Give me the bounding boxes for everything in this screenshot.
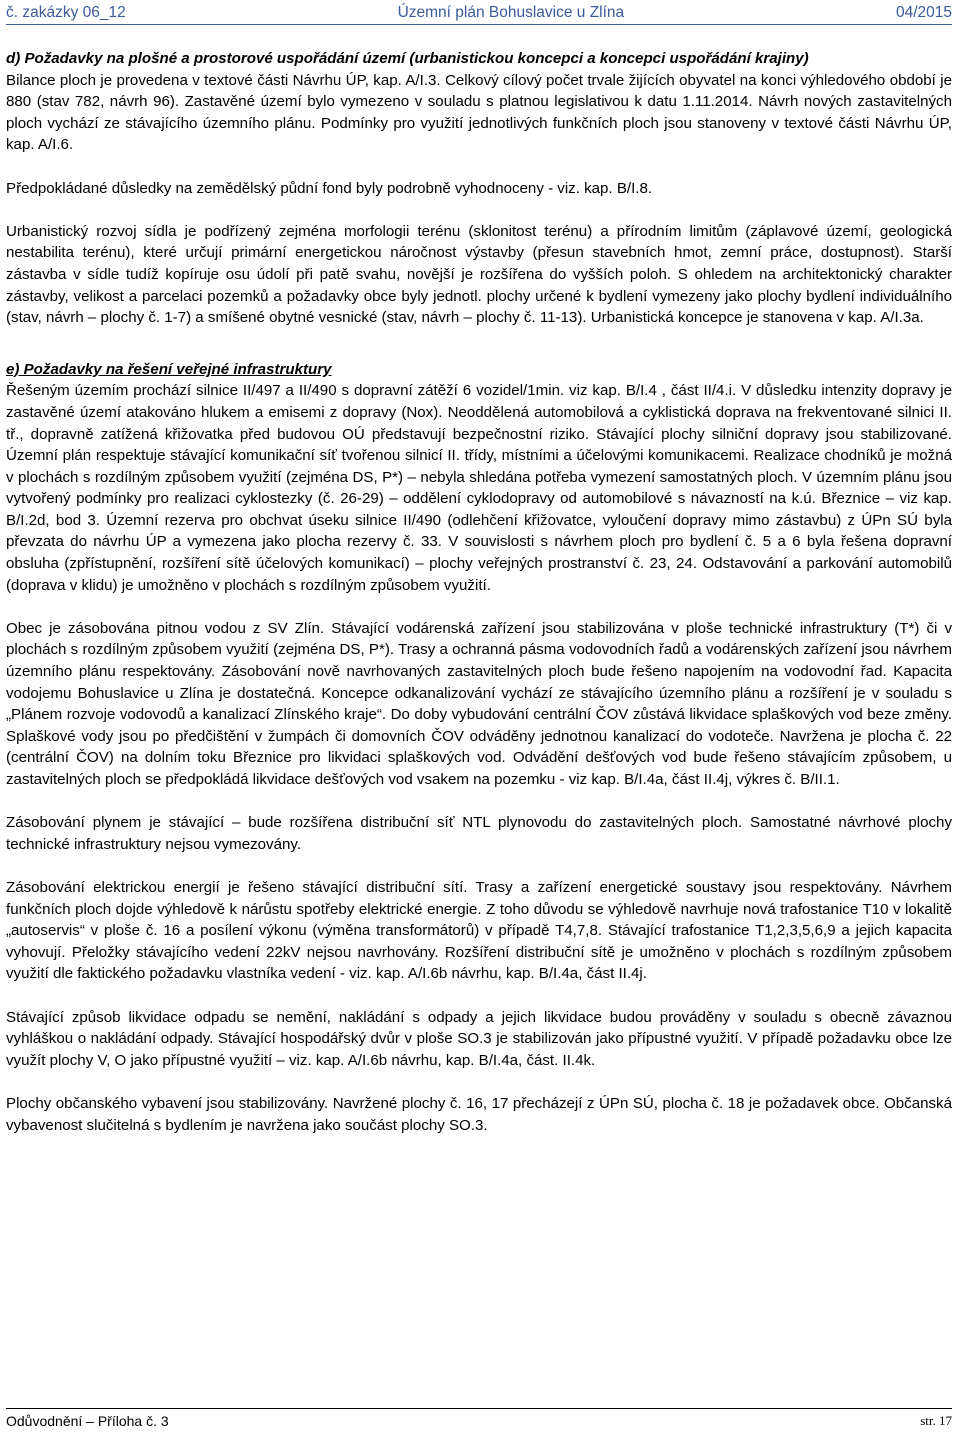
footer-section-label: Odůvodnění – Příloha č. 3 bbox=[6, 1413, 169, 1429]
footer-divider bbox=[6, 1408, 952, 1409]
section-e-heading: e) Požadavky na řešení veřejné infrastruktury bbox=[6, 360, 332, 378]
section-e-paragraph-1: Řešeným územím prochází silnice II/497 a II/490 s dopravní zátěží 6 vozidel/1min. viz kap. B/I.4 , část II/4.i. V důsledku intenzity dopravy je zastavěné území atakováno hlukem a emisemi z dopravy (Nox). Neoddělená automobilová a cyklistická doprava na frekventované silnici II. tř., dopravně zatížená křižovatka před budovou OÚ představují bezpečnostní riziko. Stávající plochy silniční dopravy jsou stabilizované. Územní plán respektuje stávající komunikační síť tvořenou silnicí II. třídy, místními a účelovými komunikacemi. Realizace chodníků je možná v plochách s rozdílným způsobem využití (zejména DS, P*) – nebyla shledána potřeba vymezení samostatných ploch. V územním plánu jsou vytvořený podmínky pro realizaci cyklostezky (č. 26-29) – oddělení cyklodopravy od automobilové s návazností na k.ú. Březnice – viz kap. B/I.2d, bod 3. Územní rezerva pro obchvat úseku silnice II/490 (odlehčení křižovatce, vyloučení dopravy mimo zástavbu) z ÚPn SÚ byla převzata do návrhu ÚP a vymezena jako plocha rezervy č. 33. V souvislosti s návrhem ploch pro bydlení č. 5 a 6 byla řešena dopravní obsluha (zpřístupnění, rozšíření sítě účelových komunikací) – plochy veřejných prostranství č. 23, 24. Odstavování a parkování automobilů (doprava v klidu) je umožněno v plochách s rozdílným způsobem využití. bbox=[6, 382, 952, 594]
header-document-title: Územní plán Bohuslavice u Zlína bbox=[397, 4, 625, 21]
footer-page-number: str. 17 bbox=[920, 1413, 952, 1428]
page-footer bbox=[6, 1410, 952, 1432]
section-d-heading: d) Požadavky na plošné a prostorové uspořádání území (urbanistickou koncepci a koncepci uspořádání krajiny) bbox=[6, 50, 809, 67]
header-contract-number: č. zakázky 06_12 bbox=[6, 4, 126, 21]
section-e-paragraph-5: Stávající způsob likvidace odpadu se nemění, nakládání s odpady a jejich likvidace budou prováděny v souladu s obecně závaznou vyhláškou o nakládání odpady. Stávající hospodářský dvůr v ploše SO.3 je stabilizován jako přípustné využití. V případě požadavku obce lze využít plochy V, O jako přípustné využití – viz. kap. A/I.6b návrhu, kap. B/I.4a, část. II.4k. bbox=[6, 1008, 952, 1069]
header-date: 04/2015 bbox=[895, 4, 952, 21]
section-e-paragraph-2: Obec je zásobována pitnou vodou z SV Zlín. Stávající vodárenská zařízení jsou stabilizována v ploše technické infrastruktury (T*) či v plochách s rozdílným způsobem využití (zejména DS, P*). Trasy a ochranná pásma vodovodních řadů a vodárenských zařízení jsou návrhem územního plánu respektovány. Zásobování nově navrhovaných zastavitelných ploch bude řešeno napojením na vodovodní řad. Kapacita vodojemu Bohuslavice u Zlína je dostatečná. Koncepce odkanalizování vychází ze stávajícího územního plánu a rozšíření je v souladu s „Plánem rozvoje vodovodů a kanalizací Zlínského kraje“. Do doby vybudování centrální ČOV zůstává likvidace splaškových vod beze změny. Splaškové vody jsou po předčištění v žumpách či domovních ČOV odváděny jednotnou kanalizací do vodoteče. Navržena je plocha č. 22 (centrální ČOV) na dolním toku Březnice pro likvidaci splaškových vod. Odvádění dešťových vod bude řešeno stávajícím způsobem, u zastavitelných ploch se předpokládá likvidace dešťových vod vsakem na pozemku - viz kap. B/I.4a, část II.4j, výkres č. B/II.1. bbox=[6, 619, 952, 788]
section-d-paragraph-3: Urbanistický rozvoj sídla je podřízený zejména morfologii terénu (sklonitost terénu) a přírodním limitům (záplavové území, geologická nestabilita terénu), které určují primární energetickou náročnost výstavby (přesun stavebních hmot, zemní práce, dostupnost). Starší zástavba v sídle tudíž kopíruje osu údolí při patě svahu, novější je rozšířena do vyšších poloh. S ohledem na architektonický charakter zástavby, velikost a parcelaci pozemků a požadavky obce byly jednotl. plochy určené k bydlení vymezeny jako plochy bydlení individuálního (stav, návrh – plochy č. 1-7) a smíšené obytné vesnické (stav, návrh – plochy č. 11-13). Urbanistická koncepce je stanovena v kap. A/I.3a. bbox=[6, 222, 952, 327]
section-d-paragraph-2: Předpokládané důsledky na zemědělský půdní fond byly podrobně vyhodnoceny - viz. kap. B/I.8. bbox=[6, 179, 653, 197]
header-divider bbox=[6, 24, 952, 25]
section-e-paragraph-3: Zásobování plynem je stávající – bude rozšířena distribuční síť NTL plynovodu do zastavitelných ploch. Samostatné návrhové plochy technické infrastruktury nejsou vymezovány. bbox=[6, 814, 952, 853]
section-d-paragraph-1: Bilance ploch je provedena v textové části Návrhu ÚP, kap. A/I.3. Celkový cílový počet trvale žijících obyvatel na konci výhledového období je 880 (stav 782, návrh 96). Zastavěné území bylo vymezeno v souladu s platnou legislativou k datu 1.11.2014. Návrh nových zastavitelných ploch vychází ze stávajícího územního plánu. Podmínky pro využití jednotlivých funkčních ploch jsou stanoveny v textové části Návrhu ÚP, kap. A/I.6. bbox=[6, 71, 952, 154]
page-header bbox=[6, 2, 952, 24]
page-content bbox=[6, 48, 952, 1136]
section-e-paragraph-6: Plochy občanského vybavení jsou stabilizovány. Navržené plochy č. 16, 17 přecházejí z ÚPn SÚ, plocha č. 18 je požadavek obce. Občanská vybavenost slučitelná s bydlením je navržena jako součást plochy SO.3. bbox=[6, 1094, 952, 1134]
section-e-paragraph-4: Zásobování elektrickou energií je řešeno stávající distribuční sítí. Trasy a zařízení energetické soustavy jsou respektovány. Návrhem funkčních ploch dojde výhledově k nárůstu spotřeby elektrické energie. Z toho důvodu se výhledově navrhuje nová trafostanice T10 v lokalitě „autoservis“ v ploše č. 16 a posílení výkonu (výměna transformátorů) v případě T4,7,8. Stávající trafostanice T1,2,3,5,6,9 a jejich kapacita vyhovují. Přeložky stávajícího vedení 22kV nejsou navrhovány. Rozšíření distribuční sítě je umožněno v plochách s rozdílným způsobem využití dle faktického požadavku vlastníka vedení - viz. kap. A/I.6b návrhu, kap. B/I.4a, část II.4j. bbox=[6, 878, 952, 983]
